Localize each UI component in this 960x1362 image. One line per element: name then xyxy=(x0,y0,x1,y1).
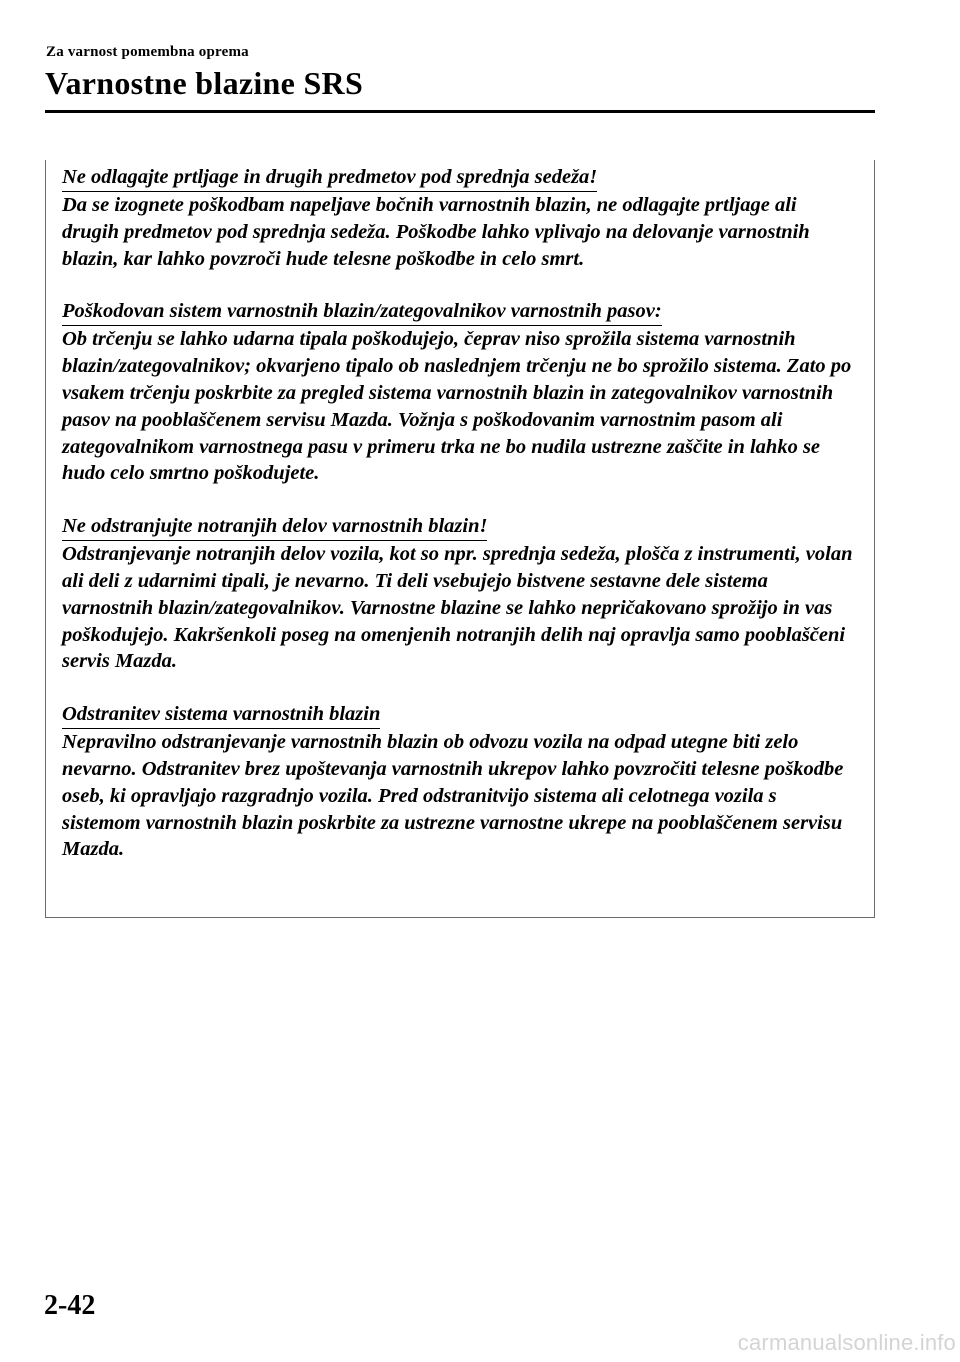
page-title: Varnostne blazine SRS xyxy=(45,65,364,101)
warning-heading: Poškodovan sistem varnostnih blazin/zategovalnikov varnostnih pasov: xyxy=(62,300,662,326)
warning-block-internal-parts xyxy=(62,515,858,675)
title-divider xyxy=(45,110,875,113)
warning-block-disposal xyxy=(62,703,858,863)
warning-heading: Odstranitev sistema varnostnih blazin xyxy=(62,703,380,729)
warning-heading: Ne odlagajte prtljage in drugih predmetov pod sprednja sedeža! xyxy=(62,166,597,192)
page-number: 2-42 xyxy=(44,1290,96,1321)
watermark: carmanualsonline.info xyxy=(737,1330,956,1355)
warning-text: Ob trčenju se lahko udarna tipala poškodujejo, čeprav niso sprožila sistema varnostnih blazin/zategovalnikov; okvarjeno tipalo ob naslednjem trčenju ne bo sprožilo sistema. Zato po vsakem trčenju poskrbite za pregled sistema varnostnih blazin in zategovalnikov varnostnih pasov na pooblaščenem servisu Mazda. Vožnja s poškodovanim varnostnim pasom ali zategovalnikom varnostnega pasu v primeru trka ne bo nudila ustrezne zaščite in lahko se hudo celo smrtno poškodujete. xyxy=(62,328,852,485)
warning-text: Nepravilno odstranjevanje varnostnih blazin ob odvozu vozila na odpad utegne biti zelo nevarno. Odstranitev brez upoštevanja varnostnih ukrepov lahko povzročiti telesne poškodbe oseb, ki opravljajo razgradnjo vozila. Pred odstranitvijo sistema ali celotnega vozila s sistemom varnostnih blazin poskrbite za ustrezne varnostne ukrepe na pooblaščenem servisu Mazda. xyxy=(62,731,844,861)
section-label: Za varnost pomembna oprema xyxy=(46,44,249,60)
warning-block-damaged-system xyxy=(62,300,858,487)
warning-box xyxy=(45,160,875,918)
warning-text: Da se izognete poškodbam napeljave bočnih varnostnih blazin, ne odlagajte prtljage ali drugih predmetov pod sprednja sedeža. Poškodbe lahko vplivajo na delovanje varnostnih blazin, kar lahko povzroči hude telesne poškodbe in celo smrt. xyxy=(62,194,810,270)
warning-heading: Ne odstranjujte notranjih delov varnostnih blazin! xyxy=(62,515,487,541)
warning-text: Odstranjevanje notranjih delov vozila, kot so npr. sprednja sedeža, plošča z instrumenti, volan ali deli z udarnimi tipali, je nevarno. Ti deli vsebujejo bistvene sestavne dele sistema varnostnih blazin/zategovalnikov. Varnostne blazine se lahko nepričakovano sprožijo in vas poškodujejo. Kakršenkoli poseg na omenjenih notranjih delih naj opravlja samo pooblaščeni servis Mazda. xyxy=(62,543,853,673)
warning-block-luggage xyxy=(62,166,858,272)
